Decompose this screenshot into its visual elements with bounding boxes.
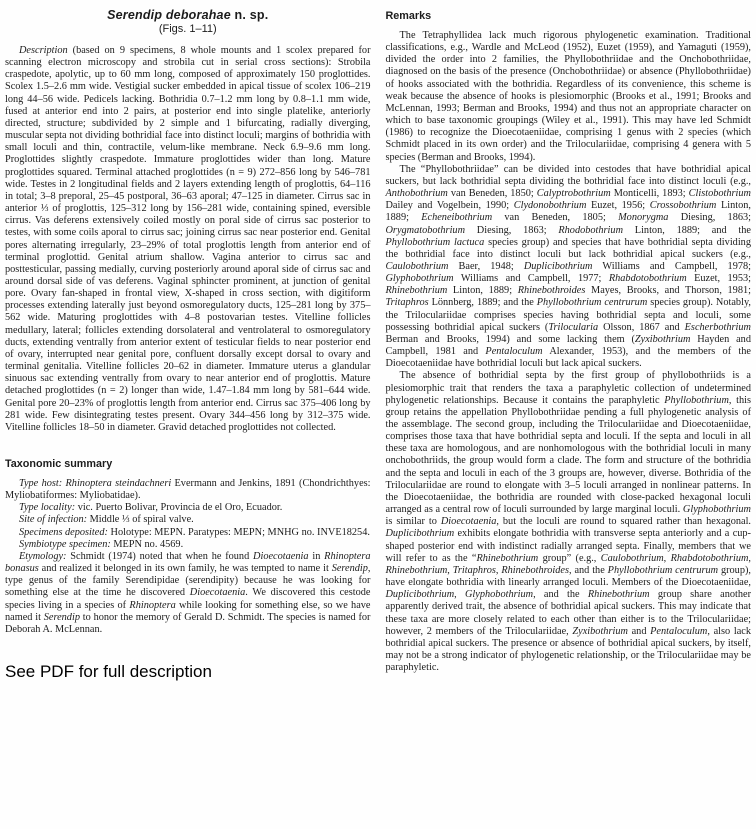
remarks-paragraph-1: The Tetraphyllidea lack much rigorous phylogenetic examination. Traditional classifications, e.g., Wardle and McLeod (1952), Euzet (1959), and Yamaguti (1959), divided the order into 2 families, the Phyllobothriidae and the Onchobothriidae, diagnosed on the basis of the presence (Onchobothriidae) or absence (Phyllobothriidae) of hooks associated with the bothridia. Regardless of its convenience, this scheme is weak because the absence of hooks is plesiomorphic (Brooks et al., 1991; Brooks and McLennan, 1993; Berman and Brooks, 1994) and thus not an appropriate character on which to base taxonomic groupings (Wiley et al., 1991). This may have led Schmidt (1986) to recognize the Dioecotaeniidae, comprising 1 genus with 2 species (which Schmidt placed in its own order) and the Triloculariidae, comprising 4 genera with 5 species (Berman and Brooks, 1994). [385, 30, 751, 163]
taxonomy-entry-etymology: Etymology: Schmidt (1974) noted that when he found Dioecotaenia in Rhinoptera bonasus and realized it belonged in its own family, he was tempted to name it Serendip, type genus of the family Serendipidae (serendipity) because he was looking for something else at the time he discovered Dioecotaenia. We discovered this cestode species living in a species of Rhinoptera while looking for something else, so we have named it Serendip to honor the memory of Gerald D. Schmidt. The species is named for Deborah A. McLennan. [5, 550, 371, 635]
taxonomy-entry-symbiotype-specimen: Symbiotype specimen: MEPN no. 4569. [19, 538, 184, 550]
species-title: Serendip deborahae n. sp. [107, 8, 269, 22]
remarks-heading: Remarks [385, 10, 432, 22]
left-column [5, 4, 371, 682]
taxonomic-summary-heading: Taxonomic summary [5, 458, 113, 470]
remarks-paragraph-2: The “Phyllobothriidae” can be divided into cestodes that have bothridial apical suckers, but lack bothridial septa dividing the bothridial face into distinct loculi (e.g., Anthobothrium van Beneden, 1850; Calyptrobothrium Monticelli, 1893; Clistobothrium Dailey and Vogelbein, 1990; Clydonobothrium Euzet, 1956; Crossobothrium Linton, 1889; Echeneibothrium van Beneden, 1805; Monorygma Diesing, 1863; Orygmatobothrium Diesing, 1863; Rhodobothrium Linton, 1889; and the Phyllobothrium lactuca species group) and species that have bothridial septa dividing the bothridial face into distinct loculi but lack bothridial apical suckers (e.g., Caulobothrium Baer, 1948; Duplicibothrium Williams and Campbell, 1978; Glyphobothrium Williams and Campbell, 1977; Rhabdotobothrium Euzet, 1953; Rhinebothrium Linton, 1889; Rhinebothroides Mayes, Brooks, and Thorson, 1981; Tritaphros Lönnberg, 1889; and the Phyllobothrium centrurum species group). Notably, the Triloculariidae comprises species having bothridial septa and loculi, some possessing bothridial apical suckers (Trilocularia Olsson, 1867 and Escherbothrium Berman and Brooks, 1994) and some lacking them (Zyxibothrium Hayden and Campbell, 1981 and Pentaloculum Alexander, 1953), and the members of the Dioecotaeniidae have bothridial loculi but lack apical suckers. [385, 163, 752, 370]
remarks-paragraph-3: The absence of bothridial septa by the first group of phyllobothriids is a plesiomorphic trait that renders the taxa a paraphyletic collection of undetermined phylogenetic relationships. Because it contains the paraphyletic Phyllobothrium, this group retains the appellation Phyllobothriidae pending a full phylogenetic analysis of the assemblage. The second group, including the Triloculariidae and Dioecotaeniidae, comprises those taxa that have bothridial septa and loculi. If the septa and loculi in all these taxa are homologous, and are nonhomologous with the bothridial loculi in many onchobothriids, the group would form a clade. The form and structure of the bothridia and the septa and loculi in each of the 3 groups are, however, diverse. Bothridia of the Triloculariidae are round to elongate with 3–5 loculi arranged in nonlinear patterns. In the Dioecotaeniidae, the bothridia are rounded with close-packed hexagonal loculi arranged as a central row of loculi surrounded by large marginal loculi. Glyphobothrium is similar to Dioecotaenia, but the loculi are round to squared rather than hexagonal. Duplicibothrium exhibits elongate bothridia with transverse septa anteriorly and a cup-shaped posterior end with indistinct radially arranged septa. Finally, members that we will refer to as the “Rhinebothrium group” (e.g., Caulobothrium, Rhabdotobothrium, Rhinebothrium, Tritaphros, Rhinebothroides, and the Phyllobothrium centrurum group), have elongate bothridia with linearly arranged loculi. Members of the Dioecotaeniidae, Duplicibothrium, Glyphobothrium, and the Rhinebothrium group share another apparently derived trait, the absence of bothridial apical suckers. This may indicate that these taxa are more closely related to each other than either is to the Triloculariidae; however, 2 members of the Triloculariidae, Zyxibothrium and Pentaloculum, also lack bothridial apical suckers. The presence or absence of bothridial apical suckers, by itself, may not be a strong indicator of phylogenetic relationship, or the Triloculariidae may be paraphyletic. [385, 370, 752, 674]
taxonomy-entry-type-locality: Type locality: vic. Puerto Bolivar, Provincia de el Oro, Ecuador. [19, 502, 283, 514]
taxonomy-entry-site-of-infection: Site of infection: Middle ⅓ of spiral valve. [19, 514, 194, 526]
right-column [386, 4, 752, 682]
taxonomy-entry-specimens-deposited: Specimens deposited: Holotype: MEPN. Paratypes: MEPN; MNHG no. INVE18254. [19, 526, 370, 538]
see-pdf-note: See PDF for full description [5, 662, 212, 682]
figs-subtitle: (Figs. 1–11) [158, 23, 217, 35]
taxonomy-entry-type-host: Type host: Rhinoptera steindachneri Evermann and Jenkins, 1891 (Chondrichthyes: Myliobatiformes: Myliobatidae). [5, 478, 371, 502]
two-column-layout [5, 4, 751, 682]
description-paragraph: Description (based on 9 specimens, 8 whole mounts and 1 scolex prepared for scanning electron microscopy and strobila cut in serial cross sections): Strobila craspedote, apolytic, up to 60 mm long, composed of approximately 150 proglottides. Scolex 1.5–2.6 mm wide. Vestigial sucker embedded in apical tissue of scolex 106–219 long 44–56 wide. Pedicels lacking. Bothridia 0.7–1.2 mm long by 0.8–1.1 mm wide, fused at anterior end into 2 pairs, at posterior end into single platelike, anteriorly directed, structure; subdivided by 2 simple and 1 bifurcating, radially diverging, muscular septa not dividing bothridial face into distinct loculi; margins of bothridia with small loculi and thin, contractile, velum-like membrane. Neck 6.9–9.6 mm long. Proglottides slightly craspedote. Immature proglottides wider than long. Mature proglottides squared. Terminal attached proglottides (n = 9) 272–856 long by 546–781 wide. Testes in 2 longitudinal fields and 2 layers extending length of proglottis, 64–116 in total; 3–8 preporal, 25–45 postporal, 36–63 aporal; 47–125 in diameter. Cirrus sac in anterior ⅓ of proglottis, 125–312 long by 156–281 wide, containing spined, eversible cirrus. Vas deferens extensively coiled mostly on poral side of cirrus sac posterior to testes, with some coils aporal to cirrus sac; joining cirrus sac near posterior end. Genital pores alternating irregularly, 23–29% of total proglottis length from anterior end of terminal proglottid. Genital atrium shallow. Vagina anterior to cirrus sac and posttesticular, passing medially, curving posteriorly around aporal side of cirrus sac and around dorsal side of vas deferens. Vaginal sphincter prominent, at junction of genital pore. Ovary fan-shaped in frontal view, X-shaped in cross section, with digitiform processes extending laterally just beyond osmoregulatory ducts, 125–281 long by 375–562 wide. Maturing proglottides with 4–8 postovarian testes. Vitelline follicles medullary, lateral; follicles extending dorsolateral and ventrolateral to osmoregulatory ducts, extending ventrally from anterior extent of testicular fields to near posterior end of ovary, interrupted near genital pore, confluent dorsally except dorsal to ovary and terminal genitalia. Vitelline follicles 20–62 in diameter. Immature uterus a glandular sinuous sac extending ventrally from ovary to near anterior end of proglottis. Mature detached proglottides (n = 2) longer than wide, 1.47–1.84 mm long by 581–644 wide. Genital pore 20–23% of proglottis length from anterior end. Cirrus sac 375–406 long by 281 wide. Few disintegrating testes present. Ovary 344–456 long by 312–375 wide. Vitelline follicles 18–50 in diameter. Gravid detached proglottides not collected. [5, 45, 371, 433]
